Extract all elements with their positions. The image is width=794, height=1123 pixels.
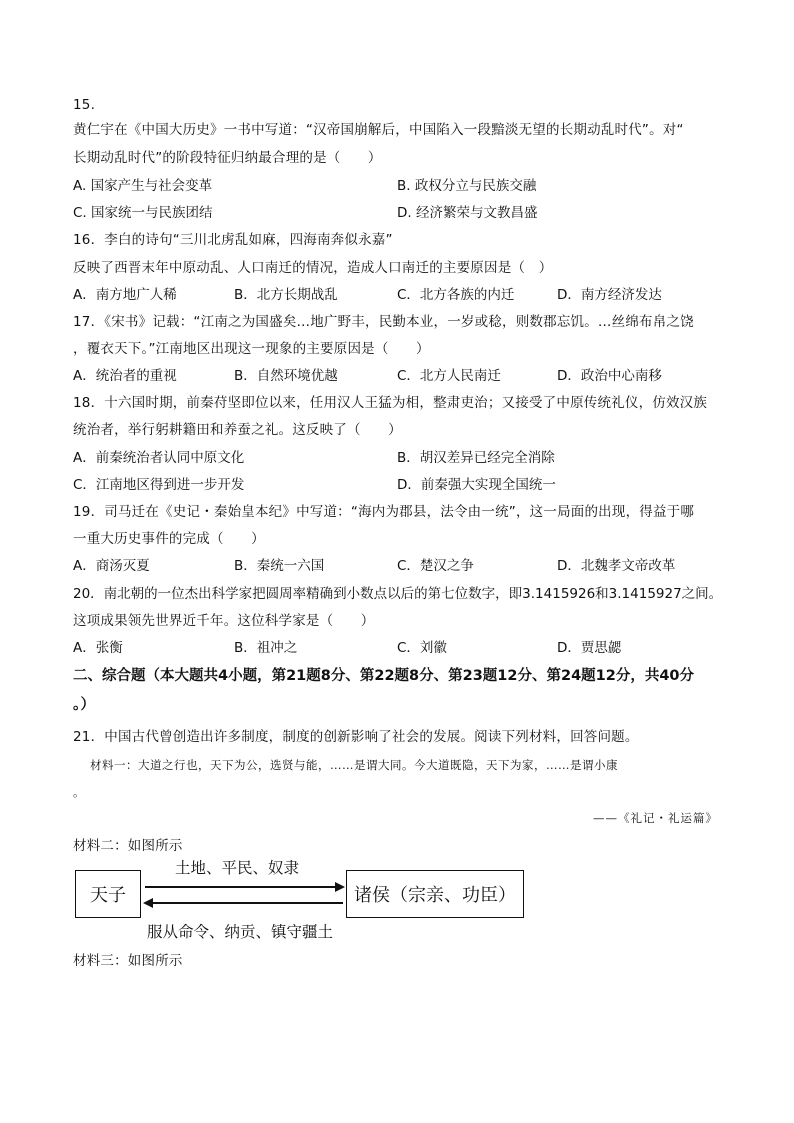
q15-option-a[interactable]: A. 国家产生与社会变革: [73, 178, 213, 194]
q16-option-d[interactable]: D．南方经济发达: [557, 287, 662, 303]
material2-label: 材料二：如图所示: [73, 838, 183, 854]
material3-label: 材料三：如图所示: [73, 953, 183, 969]
q17-option-a[interactable]: A．统治者的重视: [73, 368, 177, 384]
q19-option-b[interactable]: B．秦统一六国: [234, 558, 325, 574]
q17-stem-line2: ，覆衣天下。”江南地区出现这一现象的主要原因是（ ）: [73, 341, 430, 357]
q17-option-d[interactable]: D．政治中心南移: [557, 368, 662, 384]
q17-option-b[interactable]: B．自然环境优越: [234, 368, 338, 384]
material1-quote-line2: 。: [73, 785, 86, 799]
material1-quote-line1: 材料一：大道之行也，天下为公，选贤与能，……是谓大同。今大道既隐，天下为家，……是谓小康: [90, 758, 618, 772]
q18-option-c[interactable]: C．江南地区得到进一步开发: [73, 477, 245, 493]
q20-option-c[interactable]: C．刘徽: [397, 640, 447, 656]
q18-stem-line2: 统治者，举行躬耕籍田和养蚕之礼。这反映了（ ）: [73, 422, 402, 438]
diagram-arrows: [141, 880, 347, 910]
q16-stem-line1: 16．李白的诗句“三川北虏乱如麻，四海南奔似永嘉”: [73, 232, 393, 248]
q18-option-a[interactable]: A．前秦统治者认同中原文化: [73, 450, 245, 466]
q15-number: 15.: [73, 97, 96, 113]
q15-stem-line1: 黄仁宇在《中国大历史》一书中写道：“汉帝国崩解后，中国陷入一段黯淡无望的长期动乱时代”。对“: [73, 122, 684, 138]
material1-source: ——《礼记・礼运篇》: [593, 811, 718, 825]
q20-option-b[interactable]: B．祖冲之: [234, 640, 298, 656]
diagram-box-zhuhou: 诸侯（宗亲、功臣）: [346, 870, 524, 918]
diagram-bottom-label: 服从命令、纳贡、镇守疆土: [147, 923, 334, 941]
q17-stem-line1: 17．《宋书》记载：“江南之为国盛矣…地广野丰，民勤本业，一岁或稔，则数郡忘饥。…丝绵布帛之饶: [73, 314, 694, 330]
q20-stem-line2: 这项成果领先世界近千年。这位科学家是（ ）: [73, 613, 375, 629]
q15-option-c[interactable]: C. 国家统一与民族团结: [73, 205, 213, 221]
diagram-top-label: 土地、平民、奴隶: [175, 859, 300, 877]
q16-option-b[interactable]: B．北方长期战乱: [234, 287, 338, 303]
q16-stem-line2: 反映了西晋末年中原动乱、人口南迁的情况，造成人口南迁的主要原因是（ ）: [73, 260, 553, 276]
section-heading-line2: 。）: [73, 697, 96, 713]
q15-stem-line2: 长期动乱时代”的阶段特征归纳最合理的是（ ）: [73, 150, 382, 166]
q16-option-a[interactable]: A．南方地广人稀: [73, 287, 177, 303]
q18-option-d[interactable]: D．前秦强大实现全国统一: [397, 477, 556, 493]
q20-option-d[interactable]: D．贾思勰: [557, 640, 622, 656]
q19-option-d[interactable]: D．北魏孝文帝改革: [557, 558, 676, 574]
q21-intro: 21．中国古代曾创造出许多制度，制度的创新影响了社会的发展。阅读下列材料，回答问题。: [73, 729, 639, 745]
q19-option-c[interactable]: C．楚汉之争: [397, 558, 474, 574]
q20-stem-line1: 20．南北朝的一位杰出科学家把圆周率精确到小数点以后的第七位数字，即3.1415926和3.1415927之间。: [73, 586, 723, 602]
right-arrow-head: [335, 882, 345, 892]
left-arrow-head: [143, 898, 153, 908]
q18-stem-line1: 18．十六国时期，前秦苻坚即位以来，任用汉人王猛为相，整肃吏治；又接受了中原传统礼仪，仿效汉族: [73, 395, 708, 411]
section-heading-line1: 二、综合题（本大题共4小题，第21题8分、第22题8分、第23题12分、第24题12分，共40分: [73, 668, 695, 684]
q19-stem-line1: 19．司马迁在《史记・秦始皇本纪》中写道：“海内为郡县，法令由一统”，这一局面的出现，得益于哪: [73, 504, 695, 520]
q19-option-a[interactable]: A．商汤灭夏: [73, 558, 150, 574]
q15-option-d[interactable]: D. 经济繁荣与文教昌盛: [397, 205, 538, 221]
q18-option-b[interactable]: B．胡汉差异已经完全消除: [397, 450, 555, 466]
q20-option-a[interactable]: A．张衡: [73, 640, 123, 656]
feudal-relations-diagram: [75, 860, 535, 944]
q16-option-c[interactable]: C．北方各族的内迁: [397, 287, 515, 303]
q17-option-c[interactable]: C．北方人民南迁: [397, 368, 501, 384]
q19-stem-line2: 一重大历史事件的完成（ ）: [73, 531, 265, 547]
diagram-box-tianzi: 天子: [75, 870, 141, 918]
q15-option-b[interactable]: B. 政权分立与民族交融: [397, 178, 537, 194]
